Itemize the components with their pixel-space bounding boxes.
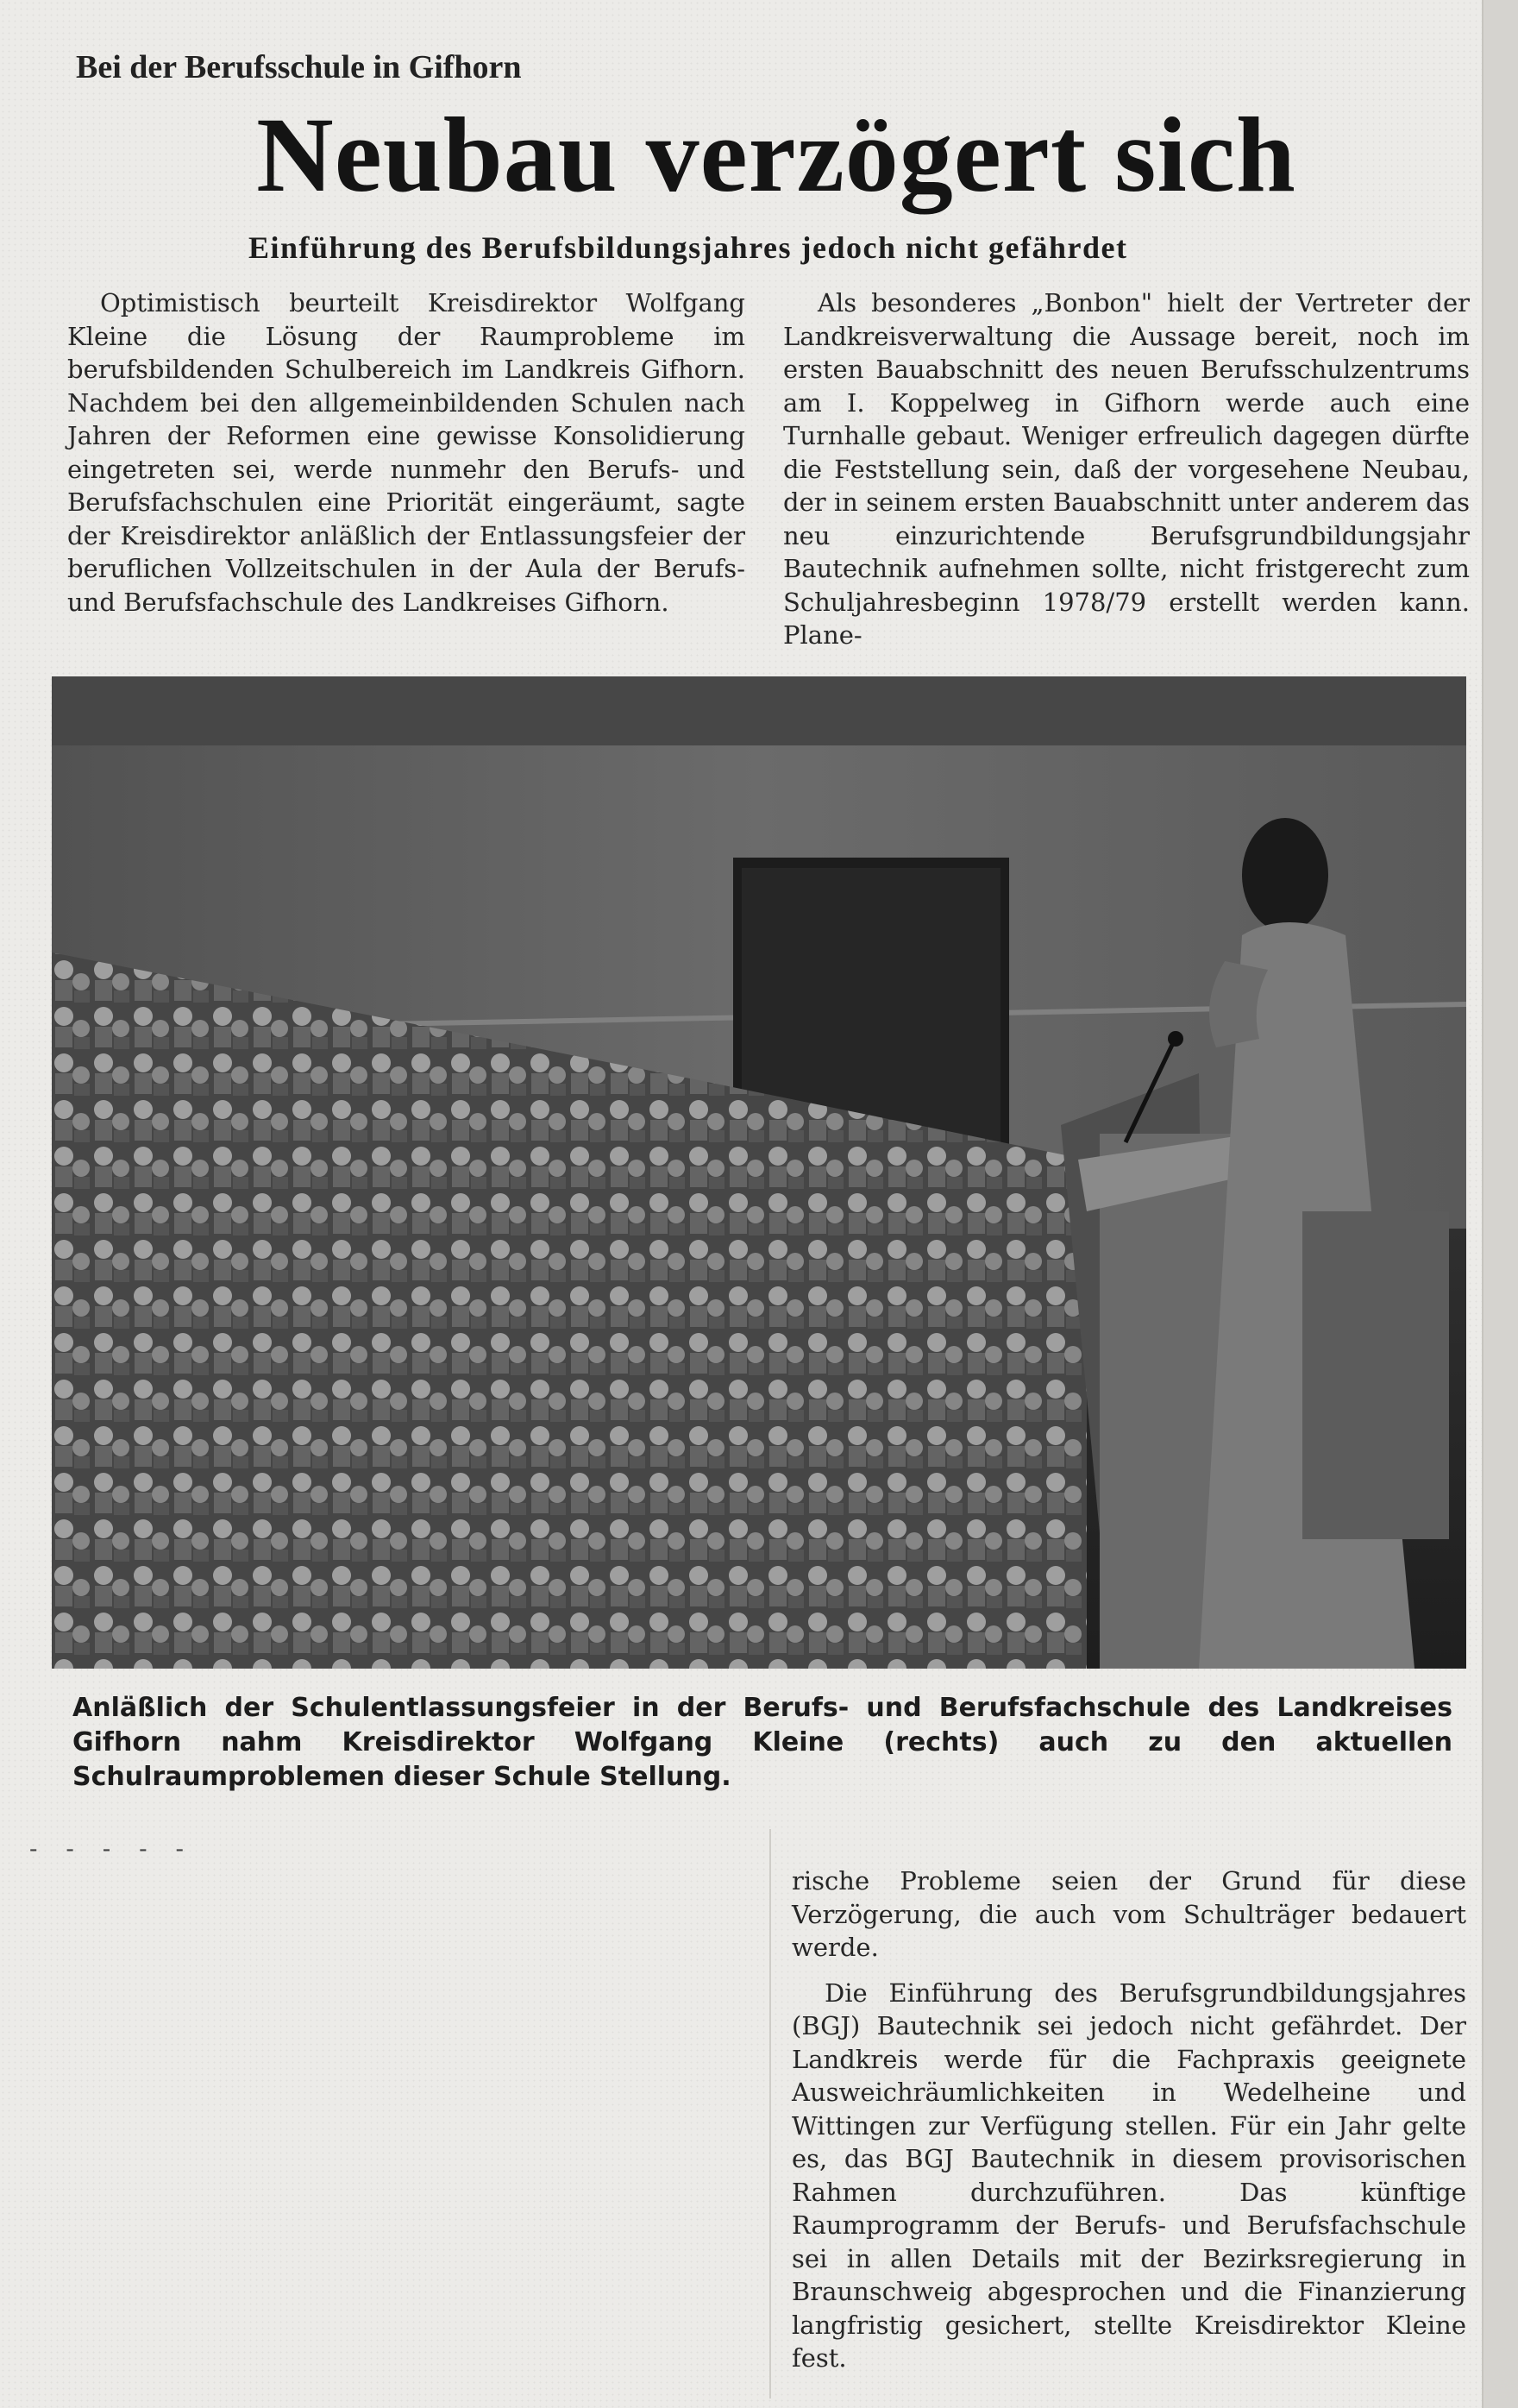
audience-photo-illustration: [52, 676, 1466, 1669]
article-kicker: Bei der Berufsschule in Gifhorn: [76, 49, 522, 85]
column-divider: [769, 1829, 771, 2399]
article-column-right: [783, 286, 1470, 652]
article-column-continued: [792, 1864, 1466, 2375]
body-paragraph: rische Probleme seien der Grund für diese Verzögerung, die auch vom Schulträger bedauert werde.: [792, 1866, 1466, 1962]
photo-caption: Anläßlich der Schulentlassungsfeier in der Berufs- und Berufsfachschule des Landkreises Gifhorn nahm Kreisdirektor Wolfgang Kleine (rechts) auch zu den aktuellen Schulraumproblemen dieser Schule Stellung.: [72, 1693, 1452, 1792]
article-subheadline: Einführung des Berufsbildungsjahres jedoch nicht gefährdet: [248, 230, 1128, 265]
article-photo: [52, 676, 1466, 1669]
body-paragraph: Optimistisch beurteilt Kreisdirektor Wolfgang Kleine die Lösung der Raumprobleme im berufsbildenden Schulbereich im Landkreis Gifhorn. Nachdem bei den allgemeinbildenden Schulen nach Jahren der Reformen eine gewisse Konsolidierung eingetreten sei, werde nunmehr den Berufs- und Berufsfachschulen eine Priorität eingeräumt, sagte der Kreisdirektor anläßlich der Entlassungsfeier der beruflichen Vollzeitschulen in der Aula der Berufs- und Berufsfachschule des Landkreises Gifhorn.: [67, 288, 745, 617]
article-column-left: [67, 286, 745, 619]
ellipsis-marks: - - - - -: [29, 1834, 194, 1863]
article-headline: Neubau verzögert sich: [256, 96, 1296, 214]
page-edge: [1482, 0, 1518, 2408]
body-paragraph: Als besonderes „Bonbon" hielt der Vertreter der Landkreisverwaltung die Aussage bereit, noch im ersten Bauabschnitt des neuen Berufsschulzentrums am I. Koppelweg in Gifhorn werde auch eine Turnhalle gebaut. Weniger erfreulich dagegen dürfte die Feststellung sein, daß der vorgesehene Neubau, der in seinem ersten Bauabschnitt unter anderem das neu einzurichtende Berufsgrundbildungsjahr Bautechnik aufnehmen sollte, nicht fristgerecht zum Schuljahresbeginn 1978/79 erstellt werden kann. Plane-: [783, 288, 1470, 650]
body-paragraph: Die Einführung des Berufsgrundbildungsjahres (BGJ) Bautechnik sei jedoch nicht gefährdet. Der Landkreis werde für die Fachpraxis geeignete Ausweichräumlichkeiten in Wedelheine und Wittingen zur Verfügung stellen. Für ein Jahr gelte es, das BGJ Bautechnik in diesem provisorischen Rahmen durchzuführen. Das künftige Raumprogramm der Berufs- und Berufsfachschule sei in allen Details mit der Bezirksregierung in Braunschweig abgesprochen und die Finanzierung langfristig gesichert, stellte Kreisdirektor Kleine fest.: [792, 1977, 1466, 2373]
